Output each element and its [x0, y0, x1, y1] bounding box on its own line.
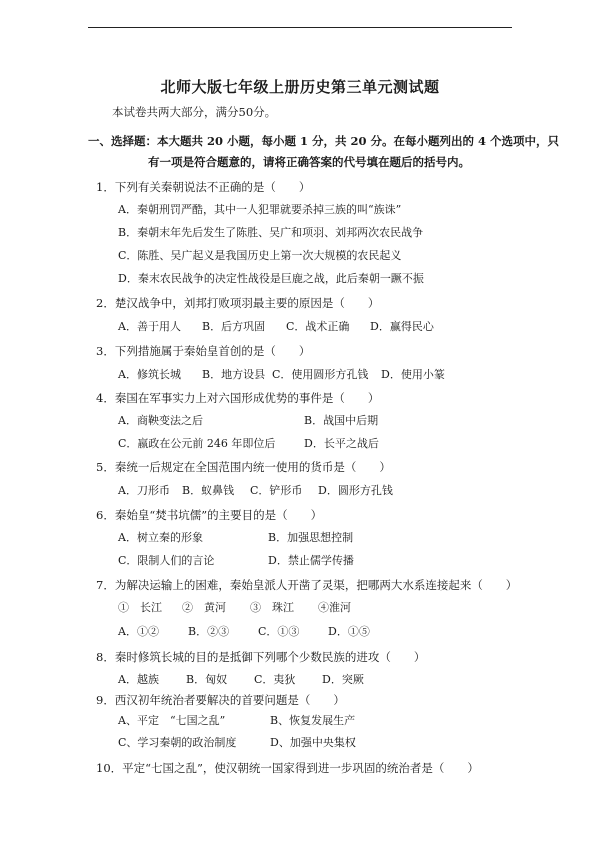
- question-4-option-a: A．商鞅变法之后: [118, 414, 203, 427]
- question-7-stem: 7．为解决运输上的困难，秦始皇派人开凿了灵渠，把哪两大水系连接起来（ ）: [96, 578, 518, 592]
- question-4-option-d: D．长平之战后: [304, 437, 379, 450]
- question-5-option-d: D．圆形方孔钱: [318, 484, 393, 497]
- question-8-option-a: A．越族: [118, 673, 159, 686]
- question-4-stem: 4．秦国在军事实力上对六国形成优势的事件是（ ）: [96, 391, 380, 405]
- question-10-stem: 10．平定“七国之乱”，使汉朝统一国家得到进一步巩固的统治者是（ ）: [96, 761, 479, 775]
- question-7-item-4: ④淮河: [318, 601, 351, 614]
- question-7-option-b: B．②③: [188, 625, 230, 638]
- intro-text: 本试卷共两大部分，满分50分。: [112, 105, 277, 119]
- question-7-option-a: A．①②: [118, 625, 159, 638]
- question-8-stem: 8．秦时修筑长城的目的是抵御下列哪个少数民族的进攻（ ）: [96, 650, 426, 664]
- question-7-option-d: D．①⑤: [328, 625, 370, 638]
- question-1-option-b: B．秦朝末年先后发生了陈胜、吴广和项羽、刘邦两次农民战争: [118, 226, 424, 239]
- question-8-option-c: C．夷狄: [254, 673, 296, 686]
- question-2-option-b: B．后方巩固: [202, 320, 266, 333]
- question-2-option-a: A．善于用人: [118, 320, 181, 333]
- question-4-option-b: B．战国中后期: [304, 414, 379, 427]
- question-7-item-3: ③ 珠江: [250, 601, 294, 614]
- question-9-option-c: C、学习秦朝的政治制度: [118, 736, 237, 749]
- question-7-item-1: ① 长江: [118, 601, 162, 614]
- section-instructions-line1: 一、选择题：本大题共 20 小题，每小题 1 分，共 20 分。在每小题列出的 4 个选项中，只: [88, 134, 560, 148]
- question-7-option-c: C．①③: [258, 625, 300, 638]
- question-6-option-d: D．禁止儒学传播: [268, 554, 354, 567]
- exam-title: 北师大版七年级上册历史第三单元测试题: [160, 78, 440, 96]
- question-3-stem: 3．下列措施属于秦始皇首创的是（ ）: [96, 344, 311, 358]
- question-5-option-b: B．蚁鼻钱: [182, 484, 235, 497]
- question-1-option-c: C．陈胜、吴广起义是我国历史上第一次大规模的农民起义: [118, 249, 402, 262]
- question-9-option-b: B、恢复发展生产: [270, 714, 356, 727]
- question-5-stem: 5．秦统一后规定在全国范围内统一使用的货币是（ ）: [96, 460, 391, 474]
- question-3-option-d: D．使用小篆: [381, 368, 445, 381]
- question-2-option-d: D．赢得民心: [370, 320, 434, 333]
- question-9-option-a: A、平定 “七国之乱”: [118, 714, 226, 727]
- question-6-option-c: C．限制人们的言论: [118, 554, 215, 567]
- question-6-stem: 6．秦始皇“焚书坑儒”的主要目的是（ ）: [96, 508, 323, 522]
- question-9-stem: 9．西汉初年统治者要解决的首要问题是（ ）: [96, 693, 345, 707]
- section-instructions-line2: 有一项是符合题意的，请将正确答案的代号填在题后的括号内。: [148, 155, 470, 169]
- question-2-stem: 2．楚汉战争中，刘邦打败项羽最主要的原因是（ ）: [96, 296, 380, 310]
- question-3-option-c: C．使用圆形方孔钱: [272, 368, 369, 381]
- question-8-option-d: D．突厥: [322, 673, 364, 686]
- question-3-option-b: B．地方设县: [202, 368, 266, 381]
- question-9-option-d: D、加强中央集权: [270, 736, 356, 749]
- question-5-option-c: C．铲形币: [250, 484, 303, 497]
- question-1-option-d: D．秦末农民战争的决定性战役是巨鹿之战，此后秦朝一蹶不振: [118, 272, 424, 285]
- question-5-option-a: A．刀形币: [118, 484, 170, 497]
- question-1-stem: 1．下列有关秦朝说法不正确的是（ ）: [96, 180, 311, 194]
- question-6-option-b: B．加强思想控制: [268, 531, 354, 544]
- top-rule: [88, 27, 512, 28]
- question-2-option-c: C．战术正确: [286, 320, 350, 333]
- question-6-option-a: A．树立秦的形象: [118, 531, 203, 544]
- question-3-option-a: A．修筑长城: [118, 368, 181, 381]
- question-7-item-2: ② 黄河: [182, 601, 226, 614]
- question-1-option-a: A．秦朝刑罚严酷，其中一人犯罪就要杀掉三族的叫“族诛”: [118, 203, 402, 216]
- question-8-option-b: B．匈奴: [186, 673, 228, 686]
- question-4-option-c: C．嬴政在公元前 246 年即位后: [118, 437, 276, 450]
